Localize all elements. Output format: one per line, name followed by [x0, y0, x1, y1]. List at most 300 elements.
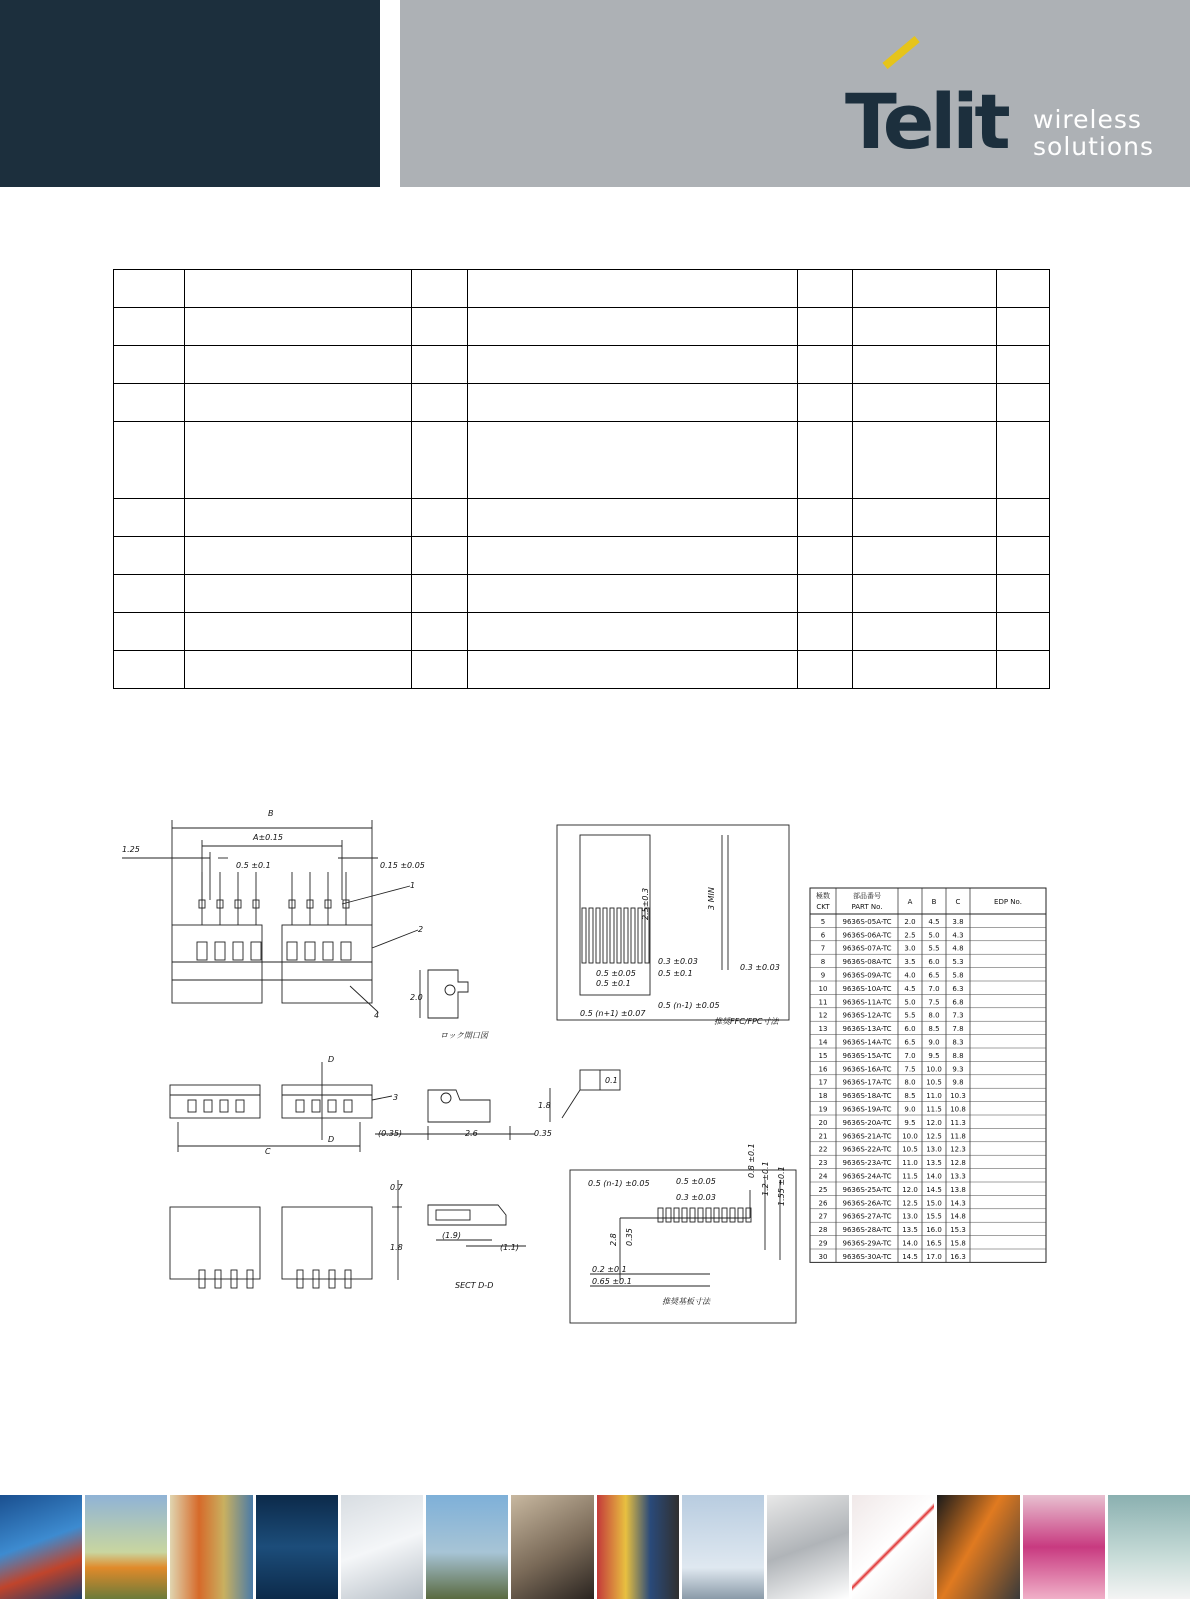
header-part-jp: 部品番号 [853, 892, 881, 900]
pcb-pad [682, 1208, 687, 1222]
empty-grid-row [114, 346, 1050, 384]
part-row-a: 9.0 [904, 1105, 916, 1114]
fpc-finger [624, 908, 628, 963]
part-row-ckt: 11 [818, 998, 828, 1007]
part-row-b: 16.0 [926, 1226, 942, 1235]
empty-grid-cell [468, 537, 798, 575]
part-row-b: 6.5 [928, 971, 940, 980]
empty-grid-cell [114, 651, 185, 689]
photo-wind-turbines-image [682, 1495, 767, 1599]
part-row-ckt: 15 [818, 1051, 828, 1060]
part-row-a: 6.5 [904, 1038, 916, 1047]
part-row-ckt: 17 [818, 1078, 828, 1087]
fpc-finger [582, 908, 586, 963]
photo-security-camera-image [1108, 1495, 1190, 1599]
empty-grid-cell [412, 651, 468, 689]
part-row-a: 12.5 [902, 1199, 918, 1208]
part-row-ckt: 26 [818, 1199, 828, 1208]
part-row-a: 12.0 [902, 1185, 918, 1194]
part-row-number: 9636S-25A-TC [842, 1185, 892, 1194]
empty-grid-cell [997, 346, 1050, 384]
contact-slot [197, 942, 207, 960]
empty-grid-cell [412, 346, 468, 384]
empty-grid-cell [412, 575, 468, 613]
empty-grid-cell [853, 537, 997, 575]
part-row-a: 8.5 [904, 1092, 916, 1101]
empty-grid-cell [468, 499, 798, 537]
part-row-a: 4.0 [904, 971, 916, 980]
pcb-pad [730, 1208, 735, 1222]
empty-grid-cell [185, 346, 412, 384]
caption-pcb: 推奨基板寸法 [662, 1297, 710, 1306]
part-row-ckt: 25 [818, 1185, 828, 1194]
empty-grid-cell [853, 499, 997, 537]
part-row-ckt: 27 [818, 1212, 828, 1221]
bottom-view-right [282, 1207, 372, 1279]
part-row-ckt: 21 [818, 1132, 828, 1141]
empty-grid-table [113, 269, 1050, 689]
empty-grid-cell [997, 575, 1050, 613]
empty-grid-cell [798, 346, 853, 384]
part-row-b: 8.5 [928, 1025, 940, 1034]
empty-grid-cell [114, 346, 185, 384]
empty-grid-cell [997, 651, 1050, 689]
header-edp: EDP No. [994, 898, 1022, 906]
header-ckt-jp: 極数 [816, 892, 830, 900]
empty-grid-cell [185, 651, 412, 689]
dim-w2: 2.6 [465, 1129, 478, 1138]
empty-grid-cell [997, 613, 1050, 651]
empty-grid-cell [114, 270, 185, 308]
empty-grid-cell [114, 575, 185, 613]
empty-grid-cell [997, 499, 1050, 537]
part-row-b: 10.0 [926, 1065, 942, 1074]
part-row-c: 10.8 [950, 1105, 966, 1114]
part-number-table [810, 888, 1046, 1262]
part-row-number: 9636S-09A-TC [842, 971, 892, 980]
pcb-pad [738, 1208, 743, 1222]
dim-h3: 0.7 [390, 1183, 403, 1192]
part-row-b: 17.0 [926, 1252, 942, 1261]
contact-slot [305, 942, 315, 960]
pcb-dim-label: 1.2 ±0.1 [761, 1161, 770, 1196]
front-contact [312, 1100, 320, 1112]
empty-grid-cell [468, 308, 798, 346]
empty-grid-row [114, 308, 1050, 346]
empty-grid-row [114, 384, 1050, 422]
part-row-c: 12.3 [950, 1145, 966, 1154]
empty-grid-cell [997, 422, 1050, 499]
part-row-ckt: 16 [818, 1065, 828, 1074]
front-contact [296, 1100, 304, 1112]
empty-grid-cell [412, 537, 468, 575]
empty-grid-row [114, 613, 1050, 651]
part-row-number: 9636S-27A-TC [842, 1212, 892, 1221]
empty-grid-cell [853, 346, 997, 384]
part-row-c: 8.3 [952, 1038, 964, 1047]
empty-grid-row [114, 651, 1050, 689]
part-row-a: 3.5 [904, 958, 916, 967]
fpc-finger [603, 908, 607, 963]
logo-brand-text: Telit [845, 77, 1007, 166]
part-row-b: 15.5 [926, 1212, 942, 1221]
empty-grid-cell [468, 575, 798, 613]
fpc-dim-label: 0.5 ±0.1 [658, 969, 693, 978]
part-row-c: 12.8 [950, 1159, 966, 1168]
part-row-number: 9636S-29A-TC [842, 1239, 892, 1248]
part-row-a: 5.5 [904, 1011, 916, 1020]
dim-flatness: 0.1 [605, 1076, 618, 1085]
empty-grid-cell [412, 422, 468, 499]
part-row-b: 5.5 [928, 944, 940, 953]
empty-grid-cell [853, 384, 997, 422]
part-row-c: 10.3 [950, 1092, 966, 1101]
pcb-dim-label: 0.65 ±0.1 [592, 1277, 632, 1286]
part-row-c: 9.8 [952, 1078, 964, 1087]
part-row-number: 9636S-26A-TC [842, 1199, 892, 1208]
part-row-number: 9636S-08A-TC [842, 958, 892, 967]
tagline-line-2: solutions [1033, 132, 1155, 161]
part-row-number: 9636S-14A-TC [842, 1038, 892, 1047]
top-view-right-half [282, 925, 372, 1003]
empty-grid-cell [185, 270, 412, 308]
photo-car-image [0, 1495, 85, 1599]
empty-grid-row [114, 537, 1050, 575]
part-row-c: 16.3 [950, 1252, 966, 1261]
part-row-number: 9636S-17A-TC [842, 1078, 892, 1087]
empty-grid-cell [412, 308, 468, 346]
front-contact [220, 1100, 228, 1112]
photo-sos-phone-image [85, 1495, 170, 1599]
part-row-a: 8.0 [904, 1078, 916, 1087]
telit-logo [845, 60, 1175, 170]
empty-grid-cell [468, 613, 798, 651]
fpc-finger [589, 908, 593, 963]
part-row-c: 4.8 [952, 944, 964, 953]
fpc-dim-label: 2.5±0.3 [641, 887, 650, 920]
part-row-ckt: 19 [818, 1105, 828, 1114]
pcb-pad [658, 1208, 663, 1222]
dim-contact-tol: 0.15 ±0.05 [380, 861, 425, 870]
contact-slot [341, 942, 351, 960]
part-row-a: 14.5 [902, 1252, 918, 1261]
pcb-dim-label: 0.35 [625, 1228, 634, 1246]
part-row-a: 7.5 [904, 1065, 916, 1074]
part-row-c: 6.8 [952, 998, 964, 1007]
part-row-number: 9636S-21A-TC [842, 1132, 892, 1141]
part-row-number: 9636S-23A-TC [842, 1159, 892, 1168]
pcb-dim-label: 0.3 ±0.03 [676, 1193, 716, 1202]
part-row-b: 10.5 [926, 1078, 942, 1087]
empty-grid-cell [798, 613, 853, 651]
empty-grid-cell [798, 537, 853, 575]
photo-train-image [937, 1495, 1022, 1599]
callout-3: 3 [393, 1093, 399, 1102]
part-row-c: 8.8 [952, 1051, 964, 1060]
pcb-dim-label: 0.8 ±0.1 [747, 1143, 756, 1178]
pcb-pad [714, 1208, 719, 1222]
part-row-c: 7.3 [952, 1011, 964, 1020]
photo-containers-image [170, 1495, 255, 1599]
part-row-b: 16.5 [926, 1239, 942, 1248]
part-row-number: 9636S-19A-TC [842, 1105, 892, 1114]
part-row-number: 9636S-10A-TC [842, 984, 892, 993]
empty-grid-cell [853, 308, 997, 346]
callout-1: 1 [410, 881, 416, 890]
part-row-number: 9636S-16A-TC [842, 1065, 892, 1074]
dim-a: A±0.15 [253, 833, 283, 842]
header-dark-panel [0, 0, 380, 187]
empty-grid-cell [114, 384, 185, 422]
part-row-a: 2.0 [904, 917, 916, 926]
part-row-ckt: 18 [818, 1092, 828, 1101]
empty-grid-cell [853, 651, 997, 689]
pcb-dim-label: 0.5 (n-1) ±0.05 [588, 1179, 650, 1188]
part-row-b: 8.0 [928, 1011, 940, 1020]
empty-grid-cell [997, 270, 1050, 308]
part-row-number: 9636S-11A-TC [842, 998, 892, 1007]
part-row-ckt: 30 [818, 1252, 828, 1261]
empty-grid-cell [185, 613, 412, 651]
fpc-dimension-box [557, 825, 789, 1020]
empty-grid-cell [412, 499, 468, 537]
empty-grid-cell [798, 422, 853, 499]
part-row-c: 6.3 [952, 984, 964, 993]
logo-tagline [1033, 106, 1154, 160]
part-row-b: 12.0 [926, 1118, 942, 1127]
photo-meter-image [767, 1495, 852, 1599]
part-row-b: 5.0 [928, 931, 940, 940]
part-row-number: 9636S-13A-TC [842, 1025, 892, 1034]
caption-fpc: 推奨FFC/FPC寸法 [714, 1017, 779, 1026]
dim-h4: 1.8 [390, 1243, 403, 1252]
part-row-b: 11.5 [926, 1105, 942, 1114]
part-row-number: 9636S-24A-TC [842, 1172, 892, 1181]
part-row-c: 4.3 [952, 931, 964, 940]
part-row-ckt: 13 [818, 1025, 828, 1034]
top-view-left-half [172, 925, 262, 1003]
part-row-a: 4.5 [904, 984, 916, 993]
empty-grid-cell [997, 308, 1050, 346]
part-row-a: 13.0 [902, 1212, 918, 1221]
pcb-pad [690, 1208, 695, 1222]
part-row-b: 13.5 [926, 1159, 942, 1168]
part-row-ckt: 6 [820, 931, 826, 940]
empty-grid-cell [412, 384, 468, 422]
front-contact [236, 1100, 244, 1112]
part-row-c: 7.8 [952, 1025, 964, 1034]
part-row-a: 13.5 [902, 1226, 918, 1235]
part-row-number: 9636S-07A-TC [842, 944, 892, 953]
photo-cyclist-image [426, 1495, 511, 1599]
part-row-b: 4.5 [928, 917, 940, 926]
pcb-dim-label: 0.5 ±0.05 [676, 1177, 716, 1186]
header-c: C [955, 898, 961, 906]
part-row-ckt: 22 [818, 1145, 828, 1154]
pcb-pad [674, 1208, 679, 1222]
empty-grid-cell [997, 537, 1050, 575]
tagline-line-1: wireless [1033, 105, 1142, 134]
part-row-ckt: 29 [818, 1239, 828, 1248]
fpc-dim-label: 0.5 (n-1) ±0.05 [658, 1001, 720, 1010]
fpc-dim-label: 0.5 ±0.1 [596, 979, 631, 988]
empty-grid-cell [114, 613, 185, 651]
part-row-c: 5.3 [952, 958, 964, 967]
fpc-finger [631, 908, 635, 963]
section-mark-top: D [328, 1055, 335, 1064]
part-row-c: 15.8 [950, 1239, 966, 1248]
photo-card-reader-image [511, 1495, 596, 1599]
part-row-c: 11.3 [950, 1118, 966, 1127]
part-row-b: 6.0 [928, 958, 940, 967]
part-row-number: 9636S-20A-TC [842, 1118, 892, 1127]
bottom-view-left [170, 1207, 260, 1279]
part-row-a: 10.0 [902, 1132, 918, 1141]
part-row-b: 7.0 [928, 984, 940, 993]
part-row-c: 3.8 [952, 917, 964, 926]
empty-grid-cell [468, 651, 798, 689]
empty-grid-cell [798, 270, 853, 308]
part-row-c: 5.8 [952, 971, 964, 980]
part-row-ckt: 5 [820, 917, 826, 926]
part-row-number: 9636S-22A-TC [842, 1145, 892, 1154]
empty-grid-cell [798, 575, 853, 613]
dim-s1: (1.9) [442, 1231, 461, 1240]
part-row-ckt: 24 [818, 1172, 828, 1181]
empty-grid-row [114, 422, 1050, 499]
contact-slot [251, 942, 261, 960]
front-view-right [282, 1085, 372, 1118]
dim-w3: 0.35 [534, 1129, 552, 1138]
part-row-number: 9636S-15A-TC [842, 1051, 892, 1060]
empty-grid-cell [412, 613, 468, 651]
part-row-b: 14.0 [926, 1172, 942, 1181]
part-row-b: 11.0 [926, 1092, 942, 1101]
front-contact [188, 1100, 196, 1112]
part-row-a: 7.0 [904, 1051, 916, 1060]
contact-slot [323, 942, 333, 960]
part-row-b: 12.5 [926, 1132, 942, 1141]
photo-led-display-image [256, 1495, 341, 1599]
part-row-ckt: 10 [818, 984, 828, 993]
photo-vending-image [597, 1495, 682, 1599]
callout-4: 4 [374, 1011, 380, 1020]
part-row-a: 5.0 [904, 998, 916, 1007]
dim-s2: (1.1) [500, 1243, 519, 1252]
empty-grid-cell [798, 384, 853, 422]
part-row-a: 11.0 [902, 1159, 918, 1168]
empty-grid-cell [185, 499, 412, 537]
empty-grid-cell [185, 384, 412, 422]
part-row-ckt: 23 [818, 1159, 828, 1168]
fpc-dim-label: 3 MIN [707, 887, 716, 910]
header-a: A [907, 898, 913, 906]
part-row-number: 9636S-28A-TC [842, 1226, 892, 1235]
dim-b: B [268, 809, 274, 818]
part-row-c: 9.3 [952, 1065, 964, 1074]
part-row-ckt: 28 [818, 1226, 828, 1235]
pcb-dim-label: 1.55 ±0.1 [777, 1166, 786, 1206]
part-row-b: 13.0 [926, 1145, 942, 1154]
part-row-b: 7.5 [928, 998, 940, 1007]
part-row-a: 10.5 [902, 1145, 918, 1154]
empty-grid-row [114, 575, 1050, 613]
contact-slot [287, 942, 297, 960]
empty-grid-cell [468, 422, 798, 499]
empty-grid-cell [798, 308, 853, 346]
front-contact [344, 1100, 352, 1112]
front-contact [328, 1100, 336, 1112]
dim-offset-left: 1.25 [122, 845, 140, 854]
fpc-finger [617, 908, 621, 963]
part-row-b: 9.0 [928, 1038, 940, 1047]
contact-slot [215, 942, 225, 960]
part-row-a: 2.5 [904, 931, 916, 940]
empty-grid-cell [185, 537, 412, 575]
fpc-finger [596, 908, 600, 963]
part-row-ckt: 9 [820, 971, 826, 980]
part-row-number: 9636S-30A-TC [842, 1252, 892, 1261]
empty-grid-cell [853, 270, 997, 308]
front-contact [204, 1100, 212, 1112]
part-row-c: 13.8 [950, 1185, 966, 1194]
part-row-a: 14.0 [902, 1239, 918, 1248]
section-mark-bottom: D [328, 1135, 335, 1144]
dim-c: C [265, 1147, 271, 1156]
connector-technical-drawing [110, 800, 1070, 1345]
part-row-ckt: 14 [818, 1038, 828, 1047]
dim-w1: (0.35) [378, 1129, 403, 1138]
fpc-dim-label: 0.5 ±0.05 [596, 969, 636, 978]
empty-grid-cell [468, 384, 798, 422]
part-row-number: 9636S-05A-TC [842, 917, 892, 926]
caption-section: SECT D-D [455, 1281, 494, 1290]
part-row-c: 11.8 [950, 1132, 966, 1141]
part-row-b: 14.5 [926, 1185, 942, 1194]
empty-grid-cell [853, 613, 997, 651]
fpc-finger [610, 908, 614, 963]
part-row-a: 9.5 [904, 1118, 916, 1127]
empty-grid-cell [997, 384, 1050, 422]
part-row-c: 14.3 [950, 1199, 966, 1208]
empty-grid-cell [798, 651, 853, 689]
empty-grid-cell [185, 575, 412, 613]
contact-slot [233, 942, 243, 960]
part-row-a: 6.0 [904, 1025, 916, 1034]
part-row-number: 9636S-06A-TC [842, 931, 892, 940]
pcb-dim-label: 0.2 ±0.1 [592, 1265, 627, 1274]
pcb-dim-label: 2.8 [609, 1233, 618, 1246]
part-row-c: 14.8 [950, 1212, 966, 1221]
photo-laser-image [852, 1495, 937, 1599]
empty-grid-cell [412, 270, 468, 308]
part-row-ckt: 12 [818, 1011, 828, 1020]
empty-grid-cell [468, 270, 798, 308]
empty-grid-cell [114, 308, 185, 346]
fpc-dim-label: 0.5 (n+1) ±0.07 [580, 1009, 646, 1018]
empty-grid-cell [853, 575, 997, 613]
part-row-number: 9636S-18A-TC [842, 1092, 892, 1101]
callout-2: 2 [418, 925, 424, 934]
front-view-left [170, 1085, 260, 1118]
part-row-ckt: 20 [818, 1118, 828, 1127]
pcb-pad [666, 1208, 671, 1222]
pcb-pad [698, 1208, 703, 1222]
part-row-number: 9636S-12A-TC [842, 1011, 892, 1020]
empty-grid-cell [798, 499, 853, 537]
header-ckt: CKT [816, 903, 830, 911]
dim-h2: 1.8 [538, 1101, 551, 1110]
